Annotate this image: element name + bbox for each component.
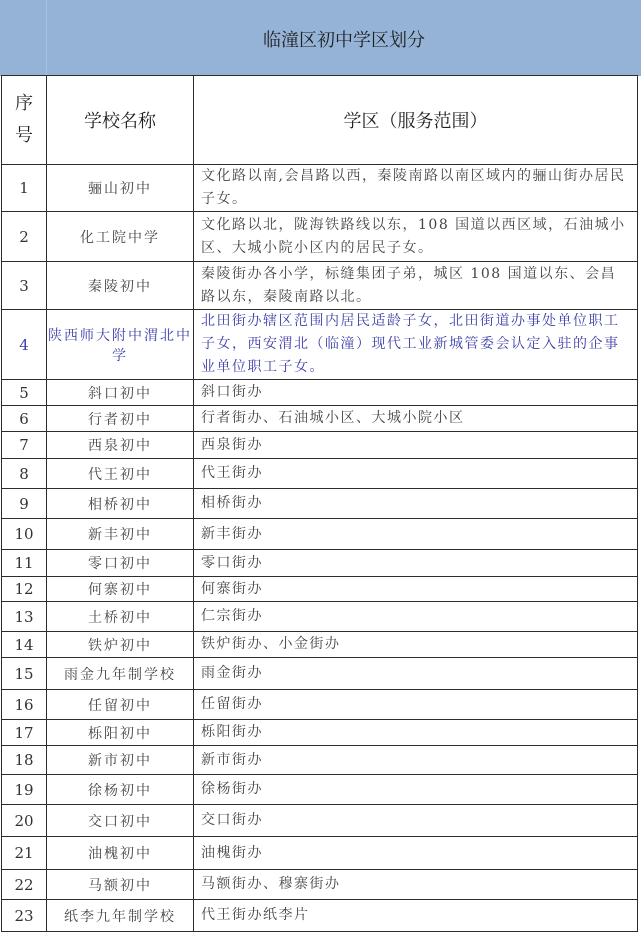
school-name-cell: 化工院中学 [47, 212, 194, 262]
table-row [2, 310, 638, 380]
district-cell: 零口街办 [194, 550, 638, 577]
row-number: 21 [2, 837, 47, 870]
row-number: 19 [2, 775, 47, 805]
table-row [2, 519, 638, 550]
row-number: 11 [2, 550, 47, 577]
row-number: 15 [2, 658, 47, 690]
district-cell: 徐杨街办 [194, 775, 638, 805]
header-index-line2: 号 [15, 125, 33, 146]
table-row [2, 720, 638, 746]
row-number: 23 [2, 900, 47, 932]
school-name-cell: 马额初中 [47, 870, 194, 900]
district-cell: 雨金街办 [194, 658, 638, 690]
school-name-cell: 零口初中 [47, 550, 194, 577]
district-cell: 行者街办、石油城小区、大城小院小区 [194, 406, 638, 432]
row-number: 7 [2, 432, 47, 459]
school-name-cell: 斜口初中 [47, 380, 194, 406]
header-district: 学区（服务范围） [194, 76, 638, 165]
row-number: 17 [2, 720, 47, 746]
school-name-cell: 徐杨初中 [47, 775, 194, 805]
table-row [2, 870, 638, 900]
header-index-line1: 序 [15, 93, 33, 114]
row-number: 18 [2, 746, 47, 775]
school-name-cell: 骊山初中 [47, 165, 194, 212]
school-name-cell: 土桥初中 [47, 602, 194, 632]
school-name-cell: 陕西师大附中渭北中学 [47, 310, 194, 380]
table-row [2, 658, 638, 690]
district-cell: 西泉街办 [194, 432, 638, 459]
table-row [2, 550, 638, 577]
district-cell: 油槐街办 [194, 837, 638, 870]
school-name-cell: 相桥初中 [47, 489, 194, 519]
table-row [2, 432, 638, 459]
school-name-cell: 油槐初中 [47, 837, 194, 870]
table-row [2, 212, 638, 262]
school-name-cell: 行者初中 [47, 406, 194, 432]
district-cell: 新市街办 [194, 746, 638, 775]
row-number: 1 [2, 165, 47, 212]
district-cell: 秦陵街办各小学，标缝集团子弟，城区 108 国道以东、会昌路以东，秦陵南路以北。 [194, 262, 638, 310]
school-name-cell: 何寨初中 [47, 577, 194, 602]
table-row [2, 837, 638, 870]
row-number: 14 [2, 632, 47, 658]
district-cell: 相桥街办 [194, 489, 638, 519]
school-name-cell: 栎阳初中 [47, 720, 194, 746]
table-row [2, 746, 638, 775]
page-title: 临潼区初中学区划分 [263, 30, 425, 51]
table-row [2, 165, 638, 212]
table-row [2, 406, 638, 432]
district-cell: 马额街办、穆寨街办 [194, 870, 638, 900]
table-row [2, 775, 638, 805]
district-cell: 新丰街办 [194, 519, 638, 550]
district-cell: 北田街办辖区范围内居民适龄子女，北田街道办事处单位职工子女，西安渭北（临潼）现代工业新城管委会认定入驻的企事业单位职工子女。 [194, 310, 638, 380]
row-number: 16 [2, 690, 47, 720]
district-cell: 交口街办 [194, 805, 638, 837]
table-row [2, 690, 638, 720]
row-number: 6 [2, 406, 47, 432]
row-number: 4 [2, 310, 47, 380]
table-row [2, 577, 638, 602]
school-name-cell: 新市初中 [47, 746, 194, 775]
school-district-table [1, 75, 638, 932]
row-number: 3 [2, 262, 47, 310]
school-name-cell: 雨金九年制学校 [47, 658, 194, 690]
school-name-cell: 西泉初中 [47, 432, 194, 459]
table-row [2, 900, 638, 932]
district-cell: 仁宗街办 [194, 602, 638, 632]
row-number: 12 [2, 577, 47, 602]
table-row [2, 632, 638, 658]
district-cell: 文化路以北，陇海铁路线以东，108 国道以西区域，石油城小区、大城小院小区内的居民子女。 [194, 212, 638, 262]
row-number: 9 [2, 489, 47, 519]
table-row [2, 459, 638, 489]
row-number: 5 [2, 380, 47, 406]
school-name-cell: 铁炉初中 [47, 632, 194, 658]
table-body [2, 165, 638, 932]
row-number: 10 [2, 519, 47, 550]
table-row [2, 380, 638, 406]
table-row [2, 602, 638, 632]
row-number: 8 [2, 459, 47, 489]
header-school-name: 学校名称 [47, 76, 194, 165]
district-cell: 何寨街办 [194, 577, 638, 602]
row-number: 2 [2, 212, 47, 262]
district-cell: 斜口街办 [194, 380, 638, 406]
district-cell: 代王街办 [194, 459, 638, 489]
table-row [2, 262, 638, 310]
school-name-cell: 纸李九年制学校 [47, 900, 194, 932]
district-cell: 代王街办纸李片 [194, 900, 638, 932]
row-number: 13 [2, 602, 47, 632]
title-band [0, 0, 641, 76]
table-row [2, 805, 638, 837]
school-name-cell: 任留初中 [47, 690, 194, 720]
district-cell: 栎阳街办 [194, 720, 638, 746]
header-index [2, 76, 47, 165]
school-name-cell: 代王初中 [47, 459, 194, 489]
school-name-cell: 秦陵初中 [47, 262, 194, 310]
table-row [2, 489, 638, 519]
row-number: 22 [2, 870, 47, 900]
table-header-row [2, 76, 638, 165]
district-cell: 文化路以南,会昌路以西，秦陵南路以南区域内的骊山街办居民子女。 [194, 165, 638, 212]
district-cell: 铁炉街办、小金街办 [194, 632, 638, 658]
school-name-cell: 新丰初中 [47, 519, 194, 550]
row-number: 20 [2, 805, 47, 837]
school-name-cell: 交口初中 [47, 805, 194, 837]
district-cell: 任留街办 [194, 690, 638, 720]
